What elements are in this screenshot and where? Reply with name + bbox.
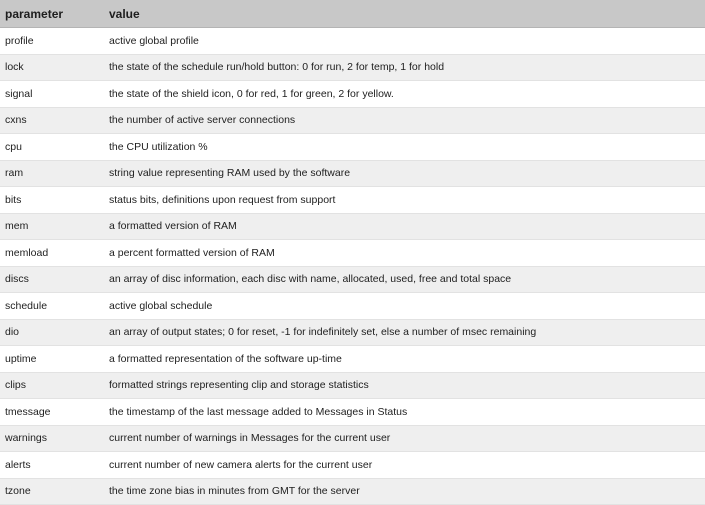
parameter-cell: ram xyxy=(0,160,104,187)
value-cell: a formatted representation of the software up-time xyxy=(104,346,705,373)
header-value: value xyxy=(104,0,705,28)
value-cell: the timestamp of the last message added to Messages in Status xyxy=(104,399,705,426)
table-row xyxy=(0,372,705,399)
value-cell: active global profile xyxy=(104,28,705,55)
value-cell: the CPU utilization % xyxy=(104,134,705,161)
parameter-cell: cxns xyxy=(0,107,104,134)
value-cell: an array of output states; 0 for reset, -1 for indefinitely set, else a number of msec remaining xyxy=(104,319,705,346)
parameter-cell: tmessage xyxy=(0,399,104,426)
table-row xyxy=(0,293,705,320)
value-cell: status bits, definitions upon request from support xyxy=(104,187,705,214)
parameter-cell: memload xyxy=(0,240,104,267)
parameter-cell: uptime xyxy=(0,346,104,373)
table-row xyxy=(0,425,705,452)
value-cell: formatted strings representing clip and storage statistics xyxy=(104,372,705,399)
table-row xyxy=(0,134,705,161)
parameter-cell: signal xyxy=(0,81,104,108)
value-cell: the state of the shield icon, 0 for red, 1 for green, 2 for yellow. xyxy=(104,81,705,108)
header-parameter: parameter xyxy=(0,0,104,28)
parameter-cell: bits xyxy=(0,187,104,214)
table-header xyxy=(0,0,705,28)
parameter-cell: alerts xyxy=(0,452,104,479)
parameter-cell: profile xyxy=(0,28,104,55)
parameter-cell: tzone xyxy=(0,478,104,505)
table-row xyxy=(0,81,705,108)
table-row xyxy=(0,28,705,55)
value-cell: the number of active server connections xyxy=(104,107,705,134)
table-body xyxy=(0,28,705,505)
table-row xyxy=(0,266,705,293)
value-cell: the time zone bias in minutes from GMT for the server xyxy=(104,478,705,505)
table-row xyxy=(0,160,705,187)
table-row xyxy=(0,319,705,346)
value-cell: a formatted version of RAM xyxy=(104,213,705,240)
parameter-cell: warnings xyxy=(0,425,104,452)
parameter-cell: cpu xyxy=(0,134,104,161)
parameter-cell: lock xyxy=(0,54,104,81)
table-row xyxy=(0,452,705,479)
value-cell: current number of new camera alerts for the current user xyxy=(104,452,705,479)
value-cell: an array of disc information, each disc with name, allocated, used, free and total space xyxy=(104,266,705,293)
table-row xyxy=(0,399,705,426)
table-row xyxy=(0,346,705,373)
table-row xyxy=(0,187,705,214)
parameter-cell: clips xyxy=(0,372,104,399)
table-row xyxy=(0,107,705,134)
value-cell: active global schedule xyxy=(104,293,705,320)
table-row xyxy=(0,54,705,81)
parameter-cell: schedule xyxy=(0,293,104,320)
value-cell: current number of warnings in Messages for the current user xyxy=(104,425,705,452)
header-row xyxy=(0,0,705,28)
value-cell: the state of the schedule run/hold button: 0 for run, 2 for temp, 1 for hold xyxy=(104,54,705,81)
table-row xyxy=(0,240,705,267)
table-row xyxy=(0,213,705,240)
parameter-cell: mem xyxy=(0,213,104,240)
parameter-cell: discs xyxy=(0,266,104,293)
parameter-cell: dio xyxy=(0,319,104,346)
value-cell: a percent formatted version of RAM xyxy=(104,240,705,267)
value-cell: string value representing RAM used by the software xyxy=(104,160,705,187)
